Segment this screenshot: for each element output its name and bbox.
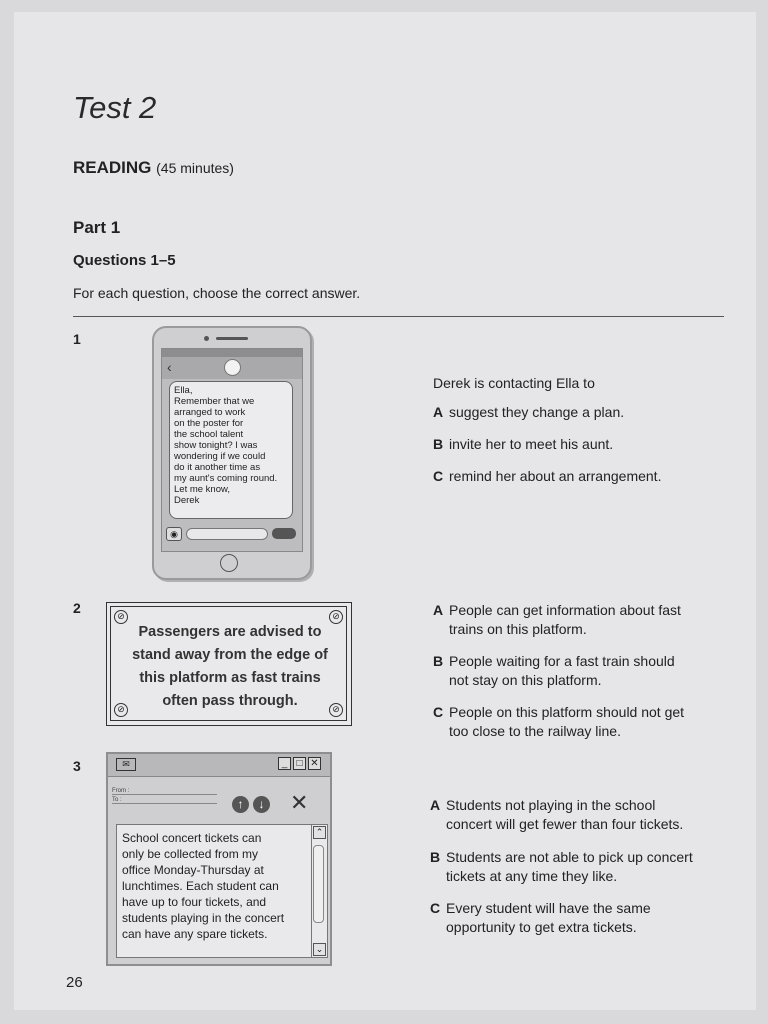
part-heading: Part 1 xyxy=(73,218,121,237)
option-text: Students are not able to pick up concert xyxy=(446,849,693,865)
sign-text xyxy=(123,621,337,713)
message-bubble xyxy=(169,381,293,519)
q1-option-a[interactable] xyxy=(433,403,624,422)
q3-option-c[interactable] xyxy=(430,899,651,937)
message-line: wondering if we could xyxy=(174,451,266,462)
message-line: my aunt's coming round. xyxy=(174,473,278,484)
avatar xyxy=(224,359,241,376)
option-text: People can get information about fast xyxy=(449,602,681,618)
q2-option-b[interactable] xyxy=(433,652,675,690)
sign-line: often pass through. xyxy=(162,693,298,709)
option-text: Students not playing in the school xyxy=(446,797,656,813)
option-letter: A xyxy=(433,404,444,420)
message-line: on the poster for xyxy=(174,418,244,429)
test-title: Test 2 xyxy=(73,90,157,125)
email-window xyxy=(106,752,332,966)
option-text: not stay on this platform. xyxy=(449,672,602,688)
section-name: READING xyxy=(73,158,152,177)
screw-icon: ⊘ xyxy=(114,703,128,717)
option-text: remind her about an arrangement. xyxy=(449,468,662,484)
message-line: do it another time as xyxy=(174,462,261,473)
option-text: invite her to meet his aunt. xyxy=(449,436,614,452)
camera-dot xyxy=(204,336,209,341)
close-icon: ✕ xyxy=(308,757,321,770)
option-letter: C xyxy=(433,468,444,484)
message-line: Ella, xyxy=(174,385,193,396)
arrow-down-icon: ↓ xyxy=(253,796,270,813)
from-label: From : xyxy=(112,788,130,794)
option-text: Every student will have the same xyxy=(446,900,651,916)
from-line xyxy=(112,794,217,795)
scroll-up-icon: ⌃ xyxy=(313,826,326,839)
email-line: office Monday-Thursday at xyxy=(122,863,264,877)
minimize-icon: _ xyxy=(278,757,291,770)
to-line xyxy=(112,803,217,804)
message-line: arranged to work xyxy=(174,407,246,418)
message-line: Remember that we xyxy=(174,396,255,407)
option-text: suggest they change a plan. xyxy=(449,404,625,420)
q2-option-c[interactable] xyxy=(433,703,684,741)
q1-option-b[interactable] xyxy=(433,435,613,454)
option-text: opportunity to get extra tickets. xyxy=(446,919,637,935)
email-line: students playing in the concert xyxy=(122,911,285,925)
option-letter: C xyxy=(433,704,444,720)
scrollbar-thumb xyxy=(313,845,324,923)
option-letter: A xyxy=(430,797,441,813)
option-text: too close to the railway line. xyxy=(449,723,621,739)
sign-border xyxy=(110,606,347,721)
sign-line: Passengers are advised to xyxy=(138,624,322,640)
question-number-2: 2 xyxy=(73,600,81,616)
platform-sign xyxy=(106,602,352,726)
option-letter: A xyxy=(433,602,444,618)
sign-line: this platform as fast trains xyxy=(139,670,321,686)
questions-heading: Questions 1–5 xyxy=(73,252,176,269)
email-line: have up to four tickets, and xyxy=(122,895,267,909)
email-line: lunchtimes. Each student can xyxy=(122,879,279,893)
option-letter: C xyxy=(430,900,441,916)
camera-icon: ◉ xyxy=(166,527,182,541)
option-letter: B xyxy=(433,436,444,452)
section-time: (45 minutes) xyxy=(156,160,234,176)
sign-line: stand away from the edge of xyxy=(132,647,328,663)
instruction-text: For each question, choose the correct answer. xyxy=(73,285,361,301)
speaker-grille xyxy=(216,337,248,340)
message-input-row xyxy=(166,527,298,541)
phone-screen xyxy=(161,348,303,552)
to-label: To : xyxy=(112,797,122,803)
envelope-icon: ✉ xyxy=(116,758,136,771)
page-number: 26 xyxy=(66,974,83,991)
scroll-down-icon: ⌄ xyxy=(313,943,326,956)
email-line: can have any spare tickets. xyxy=(122,927,268,941)
q2-option-a[interactable] xyxy=(433,601,681,639)
screw-icon: ⊘ xyxy=(114,610,128,624)
q3-option-a[interactable] xyxy=(430,796,683,834)
screw-icon: ⊘ xyxy=(329,703,343,717)
delete-icon: ✕ xyxy=(290,790,309,815)
email-line: School concert tickets can xyxy=(122,831,262,845)
option-text: tickets at any time they like. xyxy=(446,868,618,884)
email-line: only be collected from my xyxy=(122,847,259,861)
contact-bar xyxy=(162,357,302,379)
back-arrow-icon: ‹ xyxy=(167,359,172,375)
question-number-3: 3 xyxy=(73,758,81,774)
option-letter: B xyxy=(433,653,444,669)
q1-option-c[interactable] xyxy=(433,467,661,486)
email-text xyxy=(122,830,302,942)
option-text: trains on this platform. xyxy=(449,621,587,637)
option-text: People on this platform should not get xyxy=(449,704,685,720)
q3-option-b[interactable] xyxy=(430,848,693,886)
option-text: concert will get fewer than four tickets. xyxy=(446,816,684,832)
email-header-fields xyxy=(112,788,222,822)
maximize-icon: □ xyxy=(293,757,306,770)
status-bar xyxy=(162,349,302,357)
question-number-1: 1 xyxy=(73,331,81,347)
message-line: Let me know, xyxy=(174,484,230,495)
email-scrollbar xyxy=(311,825,327,957)
email-body xyxy=(116,824,328,958)
email-titlebar xyxy=(108,754,330,777)
message-line: show tonight? I was xyxy=(174,440,258,451)
option-text: People waiting for a fast train should xyxy=(449,653,675,669)
arrow-up-icon: ↑ xyxy=(232,796,249,813)
option-letter: B xyxy=(430,849,441,865)
message-input xyxy=(186,528,268,540)
screw-icon: ⊘ xyxy=(329,610,343,624)
question-1-stem: Derek is contacting Ella to xyxy=(433,375,595,391)
divider xyxy=(73,316,724,317)
home-button xyxy=(220,554,238,572)
message-line: Derek xyxy=(174,495,200,506)
phone-illustration xyxy=(152,326,312,580)
section-heading xyxy=(73,158,234,178)
send-button xyxy=(272,528,296,539)
message-line: the school talent xyxy=(174,429,244,440)
